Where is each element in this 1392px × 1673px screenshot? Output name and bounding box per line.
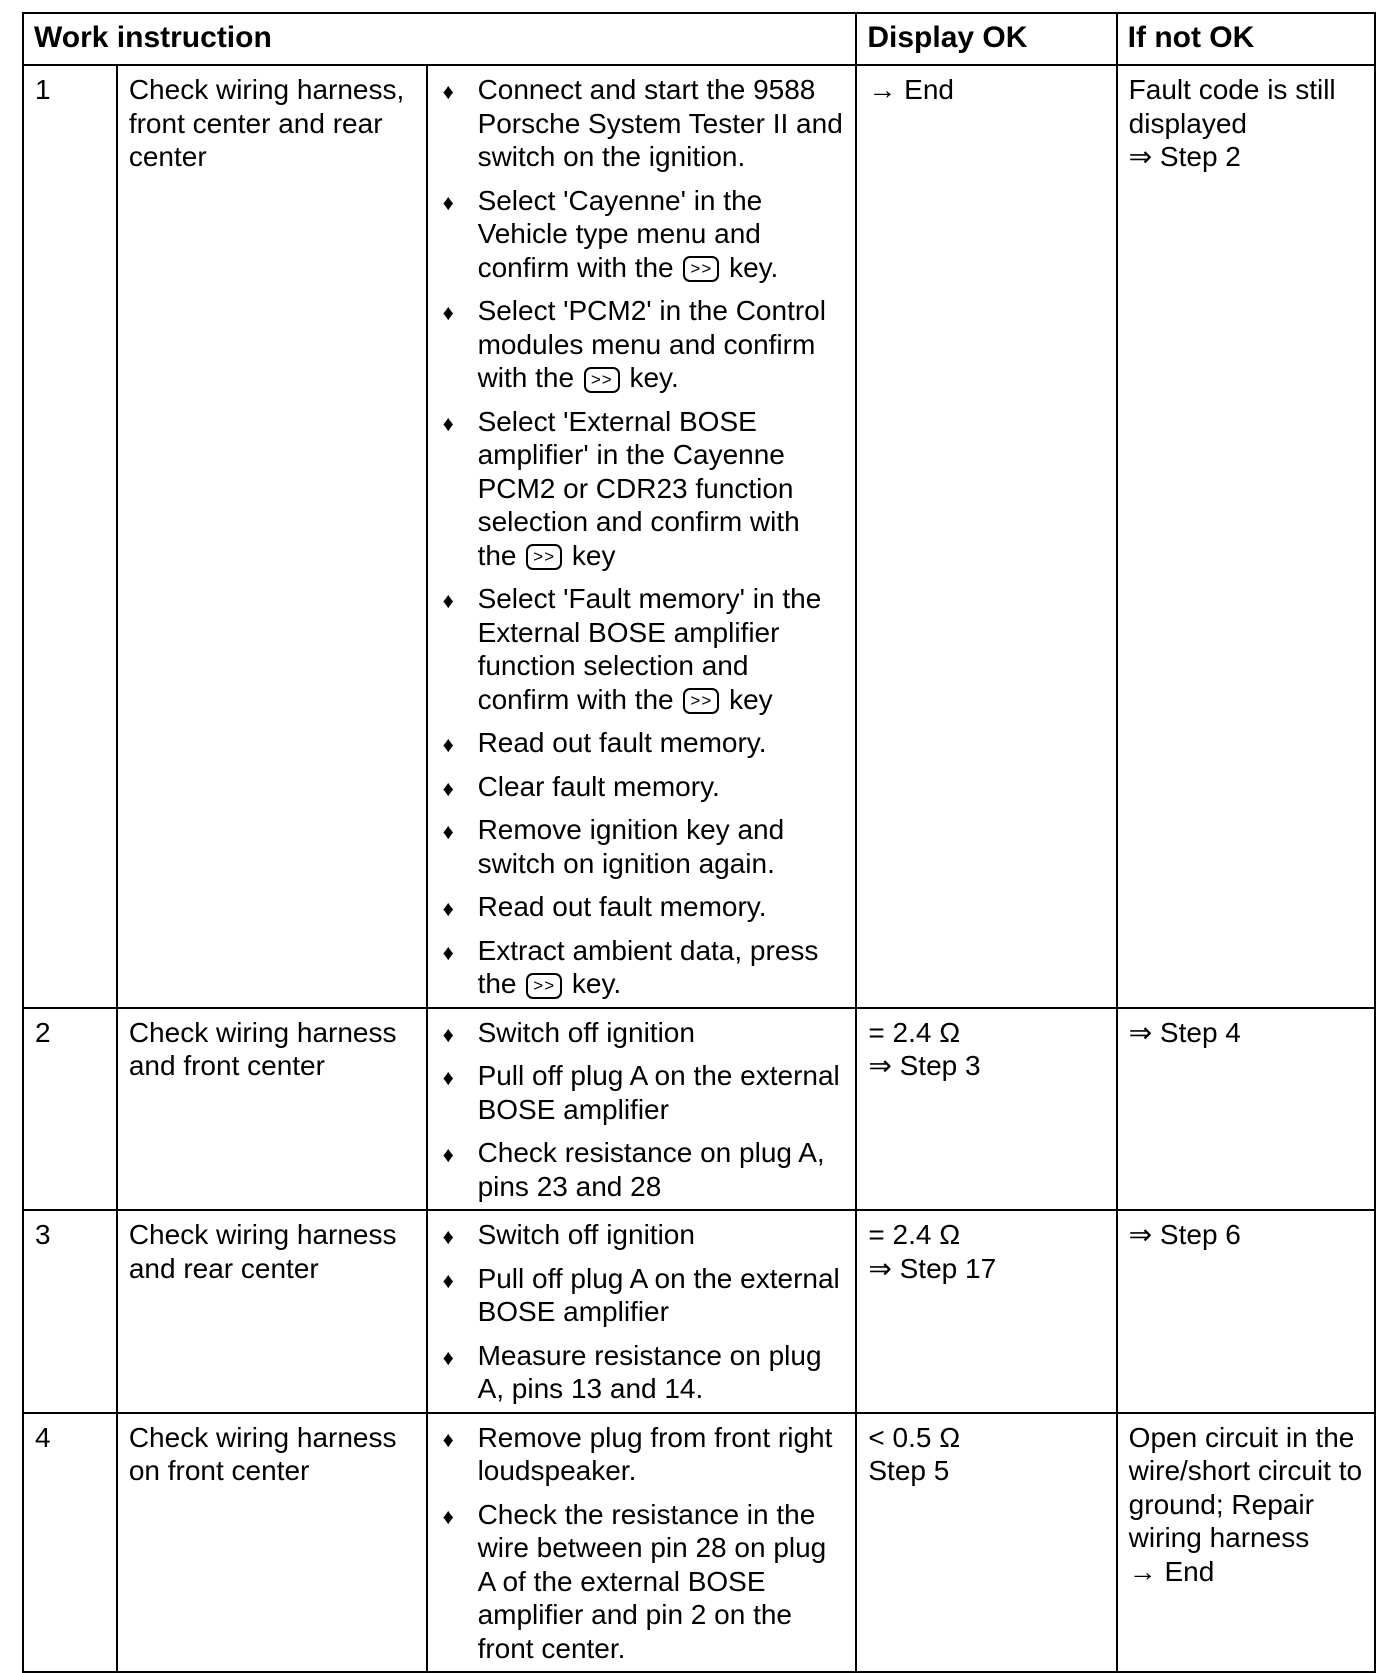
display-ok-line: ⇒ Step 3 <box>868 1050 981 1081</box>
display-ok-line: ⇒ Step 17 <box>868 1252 997 1284</box>
bullet-icon: ♦ <box>442 1224 454 1249</box>
instruction-text: Switch off ignition <box>477 1219 695 1250</box>
if-not-ok-line: ⇒ Step 6 <box>1128 1219 1241 1250</box>
bullet-icon: ♦ <box>442 410 454 436</box>
if-not-ok-line: Open circuit in the wire/short circuit to ground; Repair wiring harness <box>1128 1421 1363 1553</box>
instruction-item <box>442 73 846 174</box>
bullet-icon: ♦ <box>442 79 454 104</box>
table-body <box>23 65 1375 1672</box>
instruction-text: Measure resistance on plug A, pins 13 and 14. <box>477 1339 822 1404</box>
bullet-icon: ♦ <box>442 732 454 757</box>
instruction-item <box>442 1059 846 1126</box>
instruction-list <box>427 1210 857 1413</box>
step-number: 3 <box>23 1210 117 1413</box>
header-if-not-ok: If not OK <box>1117 13 1375 65</box>
step-number: 4 <box>23 1413 117 1673</box>
instruction-text: Pull off plug A on the external BOSE amplifier <box>477 1262 840 1327</box>
instruction-item <box>442 1136 846 1203</box>
table-row <box>23 65 1375 1008</box>
bullet-icon: ♦ <box>442 300 454 325</box>
instruction-item <box>442 1218 846 1252</box>
if-not-ok-line: ⇒ Step 2 <box>1128 141 1241 172</box>
bullet-icon: ♦ <box>442 1065 454 1090</box>
step-title: Check wiring harness on front center <box>117 1413 427 1673</box>
header-work-instruction: Work instruction <box>23 13 856 65</box>
instruction-text: Switch off ignition <box>477 1016 695 1048</box>
step-number: 2 <box>23 1008 117 1211</box>
instruction-item <box>442 813 846 880</box>
step-title: Check wiring harness and front center <box>117 1008 427 1211</box>
instruction-item <box>442 405 846 573</box>
instruction-item <box>442 1262 846 1329</box>
instruction-text-after: key <box>729 683 773 715</box>
instruction-text: Check the resistance in the wire between pin 28 on plug A of the external BOSE amplifier and pin 2 on the front center. <box>477 1498 827 1664</box>
bullet-icon: ♦ <box>442 189 454 215</box>
instruction-text: Pull off plug A on the external BOSE amplifier <box>477 1060 840 1125</box>
bullet-icon: ♦ <box>442 896 454 921</box>
instruction-item <box>442 890 846 924</box>
instruction-text: Select 'PCM2' in the Control modules menu and confirm with the <box>477 295 826 393</box>
instruction-text-after: key. <box>729 251 779 283</box>
forward-key-icon: >> <box>526 544 562 570</box>
bullet-icon: ♦ <box>442 1344 454 1370</box>
bullet-icon: ♦ <box>442 588 454 613</box>
step-title: Check wiring harness, front center and rear center <box>117 65 427 1008</box>
instruction-text-after: key. <box>629 362 679 393</box>
display-ok-line: = 2.4 Ω <box>868 1219 961 1250</box>
instruction-text: Remove plug from front right loudspeaker. <box>477 1421 833 1486</box>
bullet-icon: ♦ <box>442 1426 454 1452</box>
step-number: 1 <box>23 65 117 1008</box>
if-not-ok-cell <box>1117 1008 1375 1211</box>
display-ok-cell <box>856 1413 1116 1673</box>
display-ok-line: Step 5 <box>868 1455 950 1486</box>
instruction-text: Clear fault memory. <box>477 770 720 802</box>
display-ok-line: < 0.5 Ω <box>868 1421 961 1453</box>
instruction-text-after: key. <box>571 968 622 999</box>
display-ok-cell <box>856 1210 1116 1413</box>
header-display-ok: Display OK <box>856 13 1116 65</box>
instruction-item <box>442 1498 846 1666</box>
instruction-item <box>442 1339 846 1406</box>
bullet-icon: ♦ <box>442 1267 454 1293</box>
instruction-text: Read out fault memory. <box>477 727 767 758</box>
instruction-text: Remove ignition key and switch on ignition again. <box>477 814 785 879</box>
bullet-icon: ♦ <box>442 1503 454 1529</box>
instruction-item <box>442 1421 846 1488</box>
instruction-item <box>442 582 846 716</box>
bullet-icon: ♦ <box>442 939 454 965</box>
instruction-text: Check resistance on plug A, pins 23 and 28 <box>477 1137 825 1202</box>
instruction-item <box>442 770 846 804</box>
display-ok-cell <box>856 65 1116 1008</box>
instruction-list <box>427 1413 857 1673</box>
display-ok-cell <box>856 1008 1116 1211</box>
instruction-text: Read out fault memory. <box>477 891 767 922</box>
display-ok-line: → End <box>868 74 954 105</box>
display-ok-line: = 2.4 Ω <box>868 1016 961 1048</box>
instruction-text: Select 'Cayenne' in the Vehicle type menu and confirm with the <box>477 184 763 283</box>
bullet-icon: ♦ <box>442 1021 454 1047</box>
table-row <box>23 1008 1375 1211</box>
step-title: Check wiring harness and rear center <box>117 1210 427 1413</box>
instruction-text-after: key <box>571 539 616 571</box>
if-not-ok-line: Fault code is still displayed <box>1128 74 1336 139</box>
table-row <box>23 1210 1375 1413</box>
work-instruction-table <box>22 12 1376 1673</box>
forward-key-icon: >> <box>683 256 719 282</box>
instruction-item <box>442 726 846 760</box>
instruction-list <box>427 65 857 1008</box>
instruction-list <box>427 1008 857 1211</box>
instruction-item <box>442 1016 846 1050</box>
instruction-text: Extract ambient data, press the <box>477 934 819 999</box>
instruction-text: Select 'External BOSE amplifier' in the Cayenne PCM2 or CDR23 function selection and confirm with the <box>477 405 800 571</box>
table-row <box>23 1413 1375 1673</box>
if-not-ok-line: → End <box>1128 1555 1215 1587</box>
instruction-text: Connect and start the 9588 Porsche System Tester II and switch on the ignition. <box>477 74 843 172</box>
bullet-icon: ♦ <box>442 819 454 844</box>
instruction-item <box>442 294 846 395</box>
if-not-ok-cell <box>1117 1210 1375 1413</box>
forward-key-icon: >> <box>683 688 719 714</box>
if-not-ok-line: ⇒ Step 4 <box>1128 1016 1241 1048</box>
instruction-item <box>442 934 846 1001</box>
if-not-ok-cell <box>1117 65 1375 1008</box>
forward-key-icon: >> <box>526 973 562 999</box>
header-row <box>23 13 1375 65</box>
instruction-text: Select 'Fault memory' in the External BOSE amplifier function selection and confirm with the <box>477 583 822 715</box>
forward-key-icon: >> <box>584 367 620 393</box>
bullet-icon: ♦ <box>442 1142 454 1167</box>
instruction-item <box>442 184 846 285</box>
bullet-icon: ♦ <box>442 775 454 801</box>
if-not-ok-cell <box>1117 1413 1375 1673</box>
